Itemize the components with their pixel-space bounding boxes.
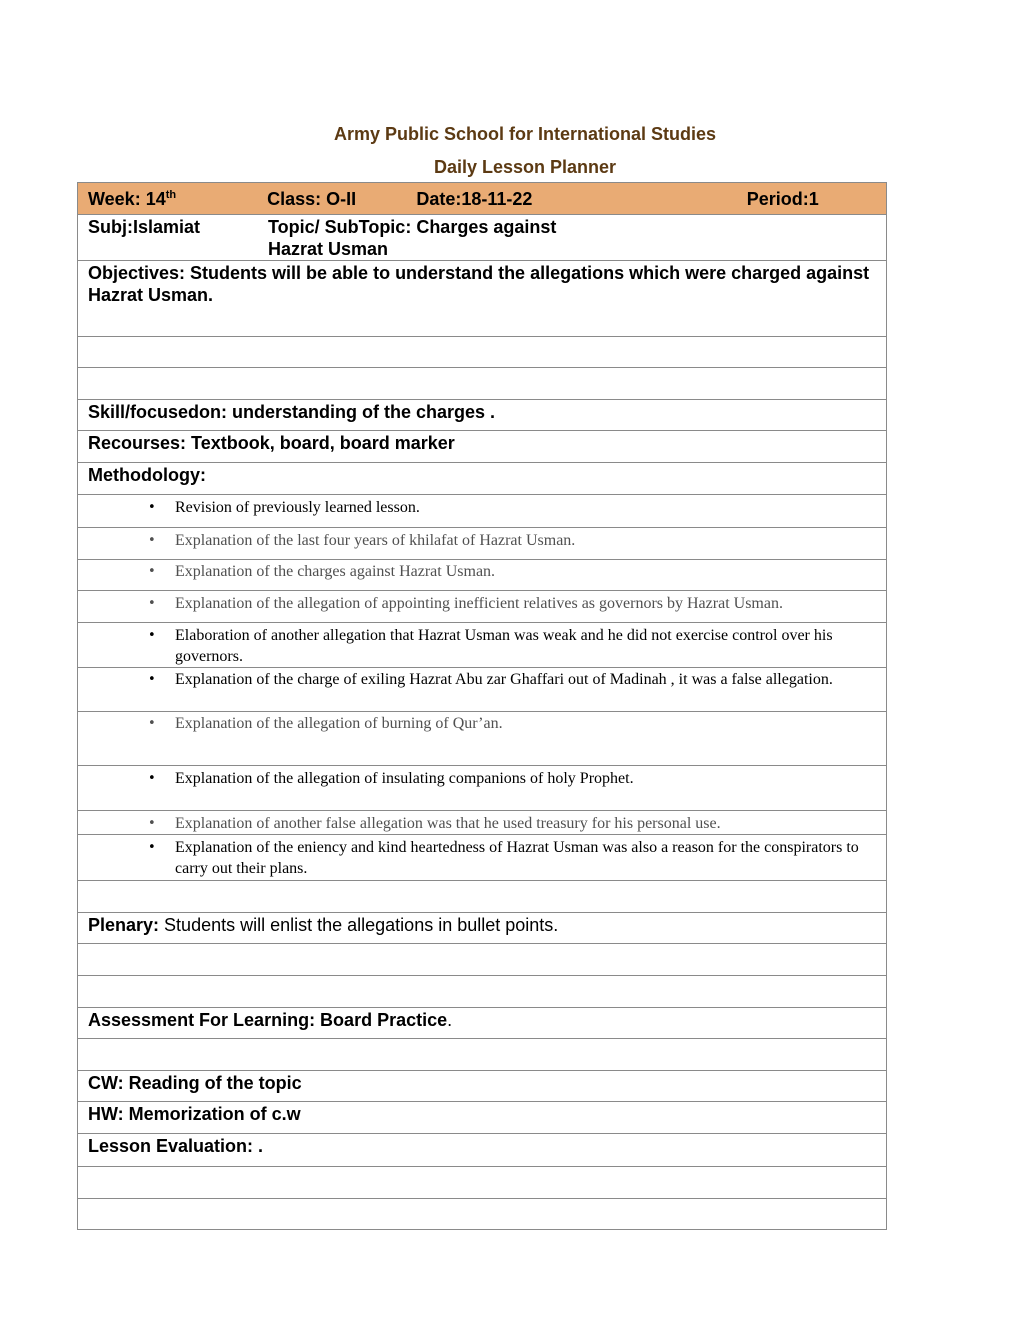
methodology-item: [78, 560, 887, 591]
methodology-item-text: • Revision of previously learned lesson.: [88, 497, 886, 518]
plenary-label: Plenary:: [88, 915, 160, 935]
school-name: Army Public School for International Studies: [333, 124, 717, 144]
empty-row: [78, 1199, 887, 1230]
period-label: Period:1: [746, 189, 819, 209]
empty-row: [78, 1167, 887, 1199]
methodology-item: [78, 835, 887, 881]
date-label: Date:18-11-22: [416, 189, 533, 209]
methodology-item: [78, 623, 887, 668]
methodology-item: [78, 668, 887, 712]
class-label: Class: O-II: [267, 189, 357, 209]
assessment-row: [78, 1008, 887, 1039]
empty-row: [78, 337, 887, 368]
resources-text: Recourses: Textbook, board, board marker: [78, 431, 887, 463]
resources-row: [78, 431, 887, 463]
methodology-item-text: • Explanation of the eniency and kind heartedness of Hazrat Usman was also a reason for the conspirators to carry out their plans.: [88, 837, 886, 879]
cw-text: CW: Reading of the topic: [78, 1071, 887, 1102]
plenary-row: [78, 913, 887, 944]
methodology-item-text: • Explanation of the allegation of insulating companions of holy Prophet.: [88, 768, 886, 789]
objectives-row: [78, 261, 887, 337]
skill-text: Skill/focusedon: understanding of the charges .: [78, 400, 887, 431]
evaluation-text: Lesson Evaluation: .: [78, 1134, 887, 1167]
hw-row: [78, 1102, 887, 1134]
header-row: [78, 183, 887, 215]
subject-row: [78, 215, 887, 261]
empty-row: [78, 881, 887, 913]
methodology-item-text: • Elaboration of another allegation that Hazrat Usman was weak and he did not exercise control over his governors.: [88, 625, 886, 667]
subject-label: Subj:Islamiat: [88, 217, 201, 237]
methodology-item: [78, 495, 887, 528]
objectives-text: Objectives: Students will be able to understand the allegations which were charged against Hazrat Usman.: [78, 261, 887, 337]
methodology-item-text: • Explanation of the allegation of appointing inefficient relatives as governors by Hazrat Usman.: [88, 593, 886, 614]
methodology-item-text: • Explanation of the last four years of khilafat of Hazrat Usman.: [88, 530, 886, 551]
week-suffix: th: [165, 189, 177, 201]
methodology-item-text: • Explanation of another false allegation was that he used treasury for his personal use.: [88, 813, 886, 834]
skill-row: [78, 400, 887, 431]
cw-row: [78, 1071, 887, 1102]
header-cell: [78, 183, 887, 215]
methodology-item-text: • Explanation of the allegation of burning of Qur’an.: [88, 713, 886, 734]
methodology-row: [78, 463, 887, 495]
topic-label: Topic/ SubTopic: Charges against Hazrat Usman: [268, 217, 557, 259]
methodology-item: [78, 811, 887, 835]
planner-title: Daily Lesson Planner: [433, 157, 617, 177]
methodology-item-text: • Explanation of the charges against Hazrat Usman.: [88, 561, 886, 582]
week-cell: [88, 188, 267, 210]
plenary-text: Students will enlist the allegations in bullet points.: [159, 915, 559, 935]
assessment-suffix: .: [447, 1010, 453, 1030]
methodology-item: [78, 712, 887, 766]
empty-row: [78, 944, 887, 976]
empty-row: [78, 1039, 887, 1071]
methodology-label: Methodology:: [78, 463, 887, 495]
methodology-item: [78, 528, 887, 560]
methodology-item: [78, 766, 887, 811]
assessment-label: Assessment For Learning: Board Practice: [88, 1010, 448, 1030]
empty-row: [78, 976, 887, 1008]
week-label: Week: 14: [88, 189, 166, 209]
lesson-plan-table: [77, 182, 887, 1230]
evaluation-row: [78, 1134, 887, 1167]
hw-text: HW: Memorization of c.w: [78, 1102, 887, 1134]
empty-row: [78, 368, 887, 400]
methodology-item-text: • Explanation of the charge of exiling Hazrat Abu zar Ghaffari out of Madinah , it was a false allegation.: [88, 669, 886, 690]
methodology-item: [78, 591, 887, 623]
